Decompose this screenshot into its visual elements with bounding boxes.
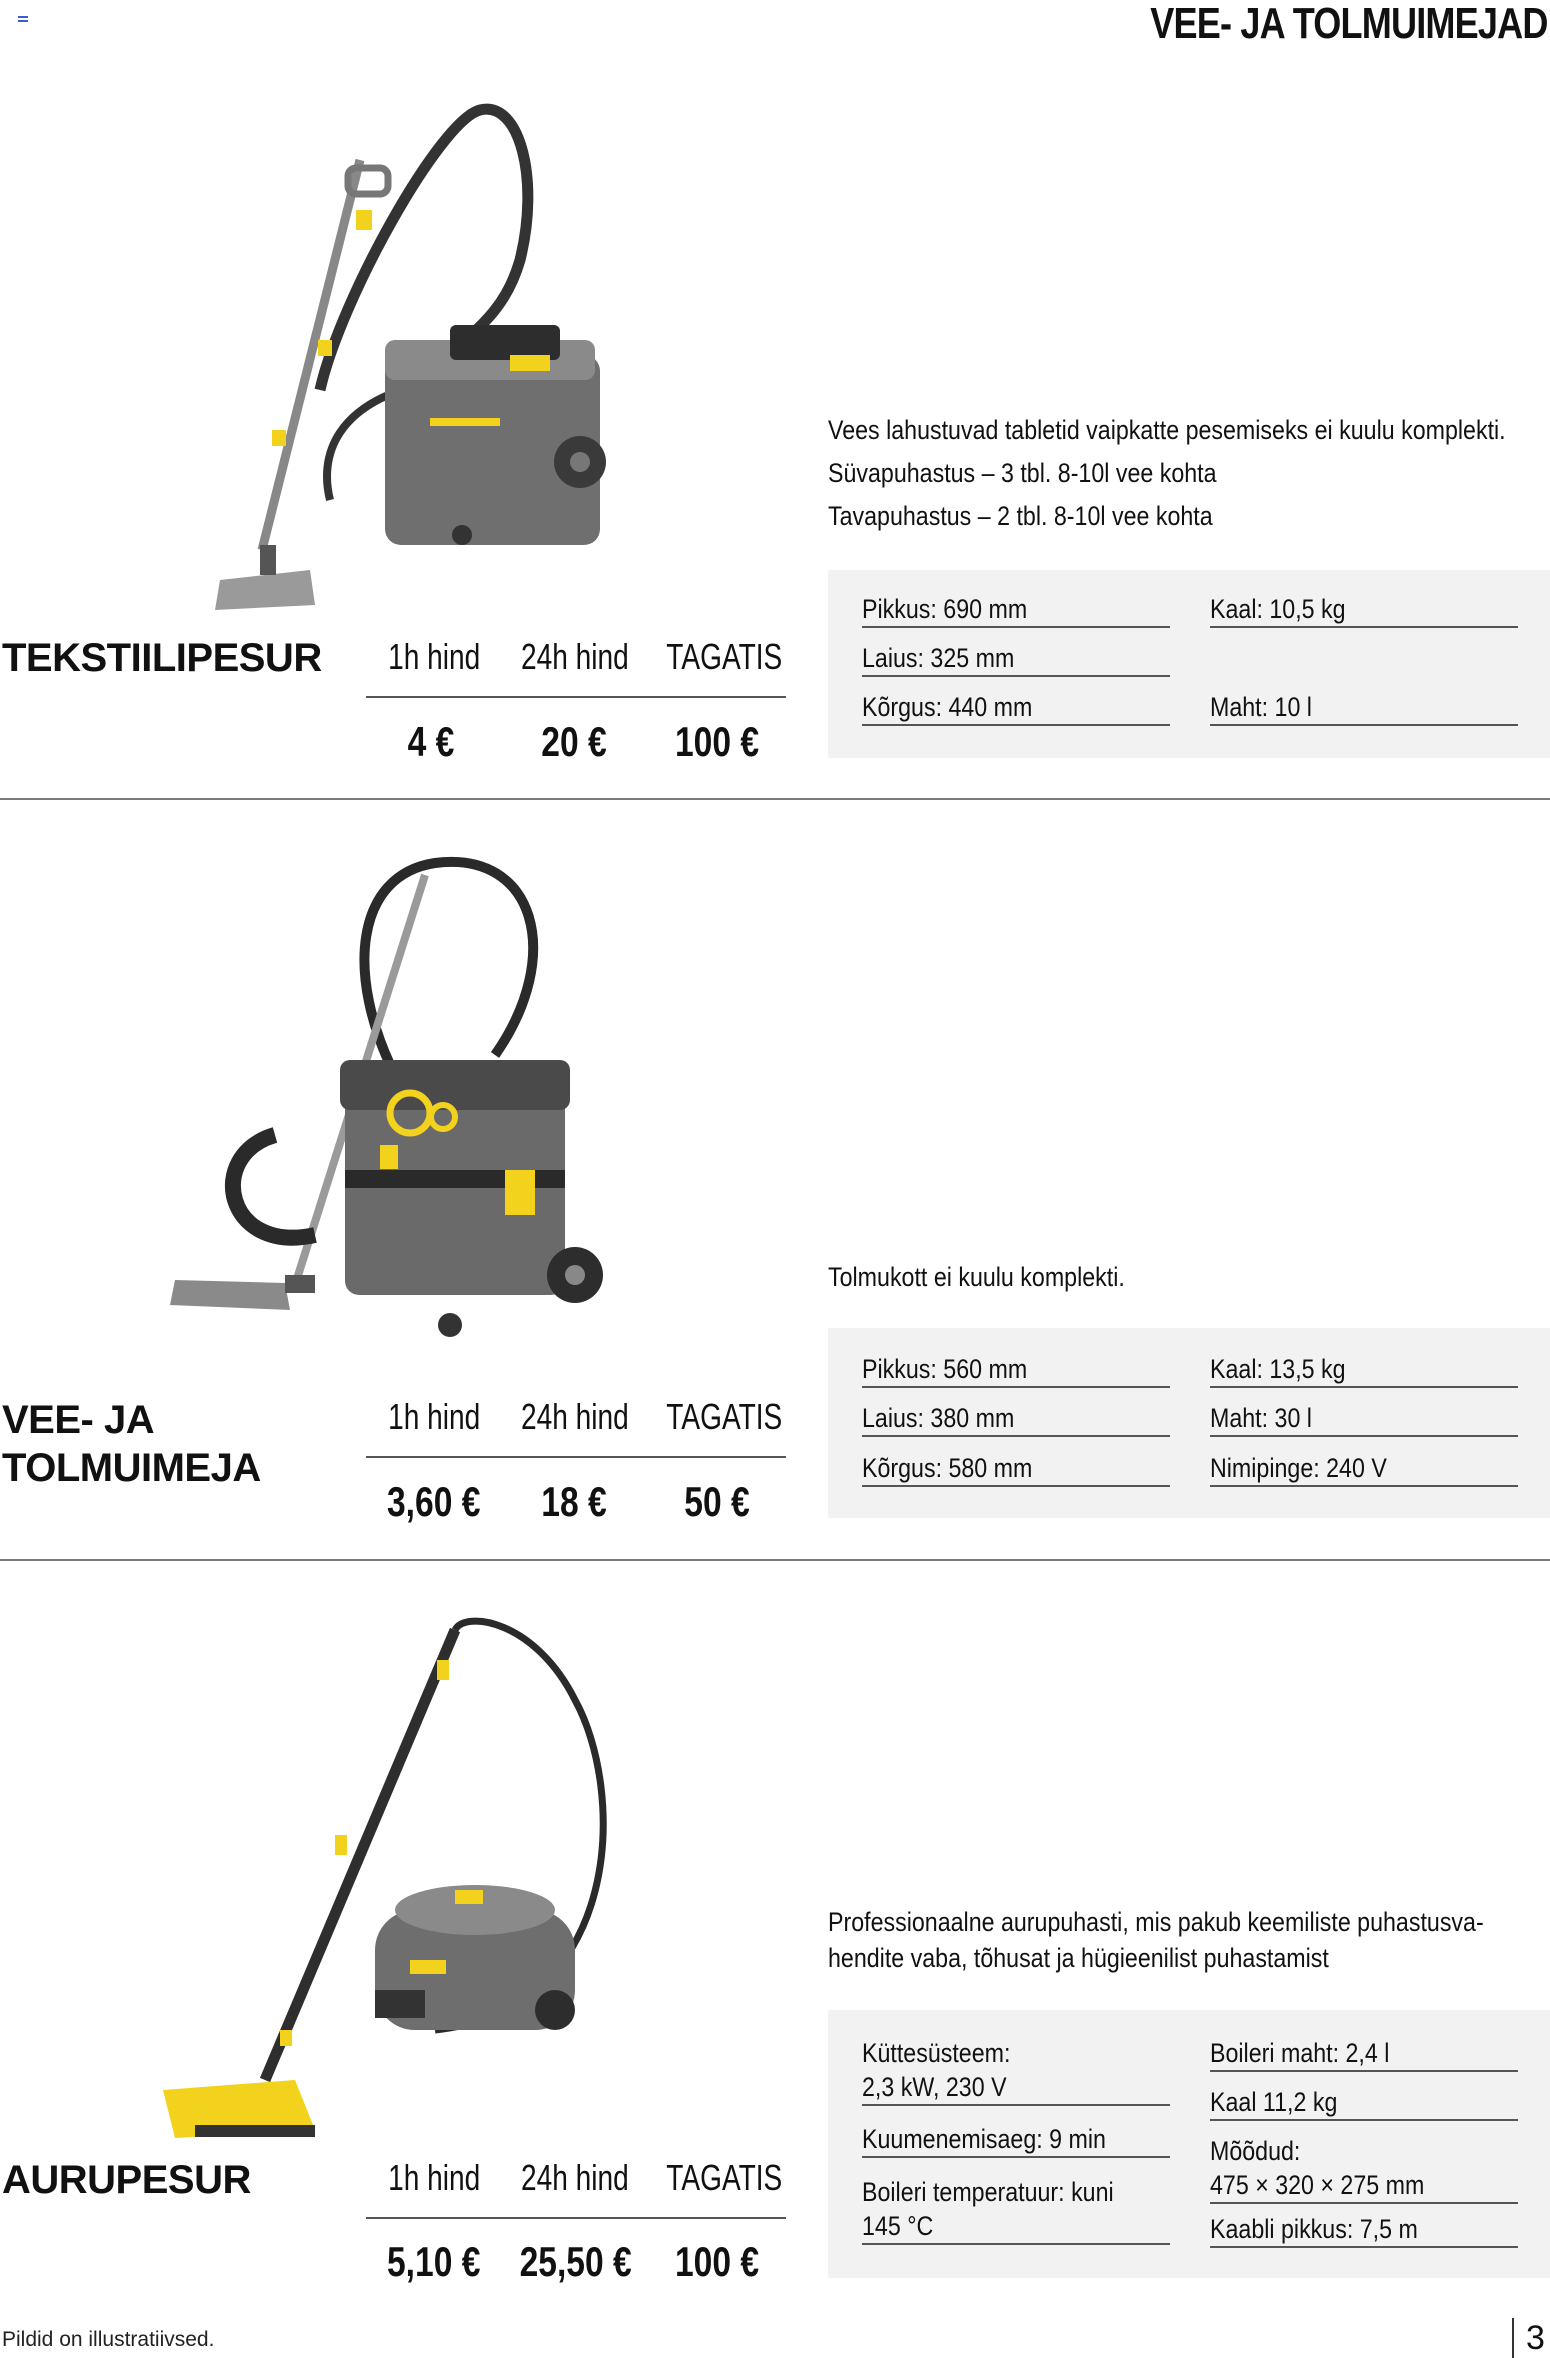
price-header-1h: 1h hind <box>388 2157 481 2198</box>
price-24h: 18 € <box>541 1478 607 1525</box>
corner-mark <box>18 16 28 24</box>
description-line: Vees lahustuvad tabletid vaipkatte pesemiseks ei kuulu komplekti. <box>828 415 1506 445</box>
description-line: Professionaalne aurupuhasti, mis pakub keemiliste puhastusva- <box>828 1907 1484 1937</box>
price-header-24h: 24h hind <box>520 636 629 677</box>
spec-height: Kõrgus: 440 mm <box>862 690 1170 726</box>
price-1h: 5,10 € <box>387 2238 481 2285</box>
product-3-name: AURUPESUR <box>2 2158 251 2202</box>
product-1-name: TEKSTIILIPESUR <box>2 636 322 680</box>
price-deposit: 50 € <box>684 1478 750 1525</box>
description-line: Tavapuhastus – 2 tbl. 8-10l vee kohta <box>828 501 1213 531</box>
section-divider <box>0 798 1550 800</box>
price-header-deposit: TAGATIS <box>666 2157 783 2198</box>
spec-capacity: Maht: 10 l <box>1210 690 1518 726</box>
price-header-24h: 24h hind <box>520 2157 629 2198</box>
section-divider <box>0 1559 1550 1561</box>
spec-width: Laius: 325 mm <box>862 641 1170 677</box>
price-24h: 25,50 € <box>519 2238 632 2285</box>
product-2-description <box>828 1256 1447 1299</box>
spec-heating-system: Küttesüsteem: 2,3 kW, 230 V <box>862 2036 1170 2106</box>
spec-weight: Kaal: 13,5 kg <box>1210 1352 1518 1388</box>
product-3-spec-box <box>828 2010 1550 2278</box>
product-1-price-headers <box>366 636 786 676</box>
page-title: VEE- JA TOLMUIMEJAD <box>1150 0 1548 48</box>
product-3-description <box>828 1904 1484 1976</box>
price-1h: 3,60 € <box>387 1478 481 1525</box>
price-24h: 20 € <box>541 718 607 765</box>
price-rule <box>366 1456 786 1458</box>
product-2-spec-box <box>828 1328 1550 1518</box>
price-rule <box>366 696 786 698</box>
description-line: hendite vaba, tõhusat ja hügieenilist puhastamist <box>828 1943 1329 1973</box>
description-line: Süvapuhastus – 3 tbl. 8-10l vee kohta <box>828 458 1217 488</box>
spec-weight: Kaal: 10,5 kg <box>1210 592 1518 628</box>
price-header-1h: 1h hind <box>388 636 481 677</box>
spec-boiler-capacity: Boileri maht: 2,4 l <box>1210 2036 1518 2072</box>
description-line: Tolmukott ei kuulu komplekti. <box>828 1262 1125 1292</box>
product-2-name: VEE- JA TOLMUIMEJA <box>2 1398 261 1490</box>
price-rule <box>366 2217 786 2219</box>
spec-height: Kõrgus: 580 mm <box>862 1451 1170 1487</box>
footer-note: Pildid on illustratiivsed. <box>2 2328 215 2351</box>
price-deposit: 100 € <box>674 2238 760 2285</box>
steam-cleaner-image <box>155 1610 625 2150</box>
price-header-1h: 1h hind <box>388 1396 481 1437</box>
price-header-24h: 24h hind <box>520 1396 629 1437</box>
product-2-price-headers <box>366 1396 786 1436</box>
product-1-description <box>828 409 1506 538</box>
wet-dry-vacuum-image <box>165 855 615 1345</box>
spec-weight: Kaal 11,2 kg <box>1210 2085 1518 2121</box>
price-header-deposit: TAGATIS <box>666 636 783 677</box>
price-deposit: 100 € <box>674 718 760 765</box>
spec-dimensions: Mõõdud: 475 × 320 × 275 mm <box>1210 2134 1518 2204</box>
price-header-deposit: TAGATIS <box>666 1396 783 1437</box>
page-number: 3 <box>1512 2318 1545 2358</box>
spec-width: Laius: 380 mm <box>862 1401 1170 1437</box>
price-1h: 4 € <box>407 718 455 765</box>
spec-boiler-temperature: Boileri temperatuur: kuni 145 °C <box>862 2175 1170 2245</box>
spec-voltage: Nimipinge: 240 V <box>1210 1451 1518 1487</box>
spec-length: Pikkus: 560 mm <box>862 1352 1170 1388</box>
product-3-price-headers <box>366 2157 786 2197</box>
spec-capacity: Maht: 30 l <box>1210 1401 1518 1437</box>
spec-heat-up-time: Kuumenemisaeg: 9 min <box>862 2122 1170 2158</box>
spec-cable-length: Kaabli pikkus: 7,5 m <box>1210 2212 1518 2248</box>
carpet-cleaner-image <box>200 100 620 620</box>
product-1-spec-box <box>828 570 1550 758</box>
spec-length: Pikkus: 690 mm <box>862 592 1170 628</box>
